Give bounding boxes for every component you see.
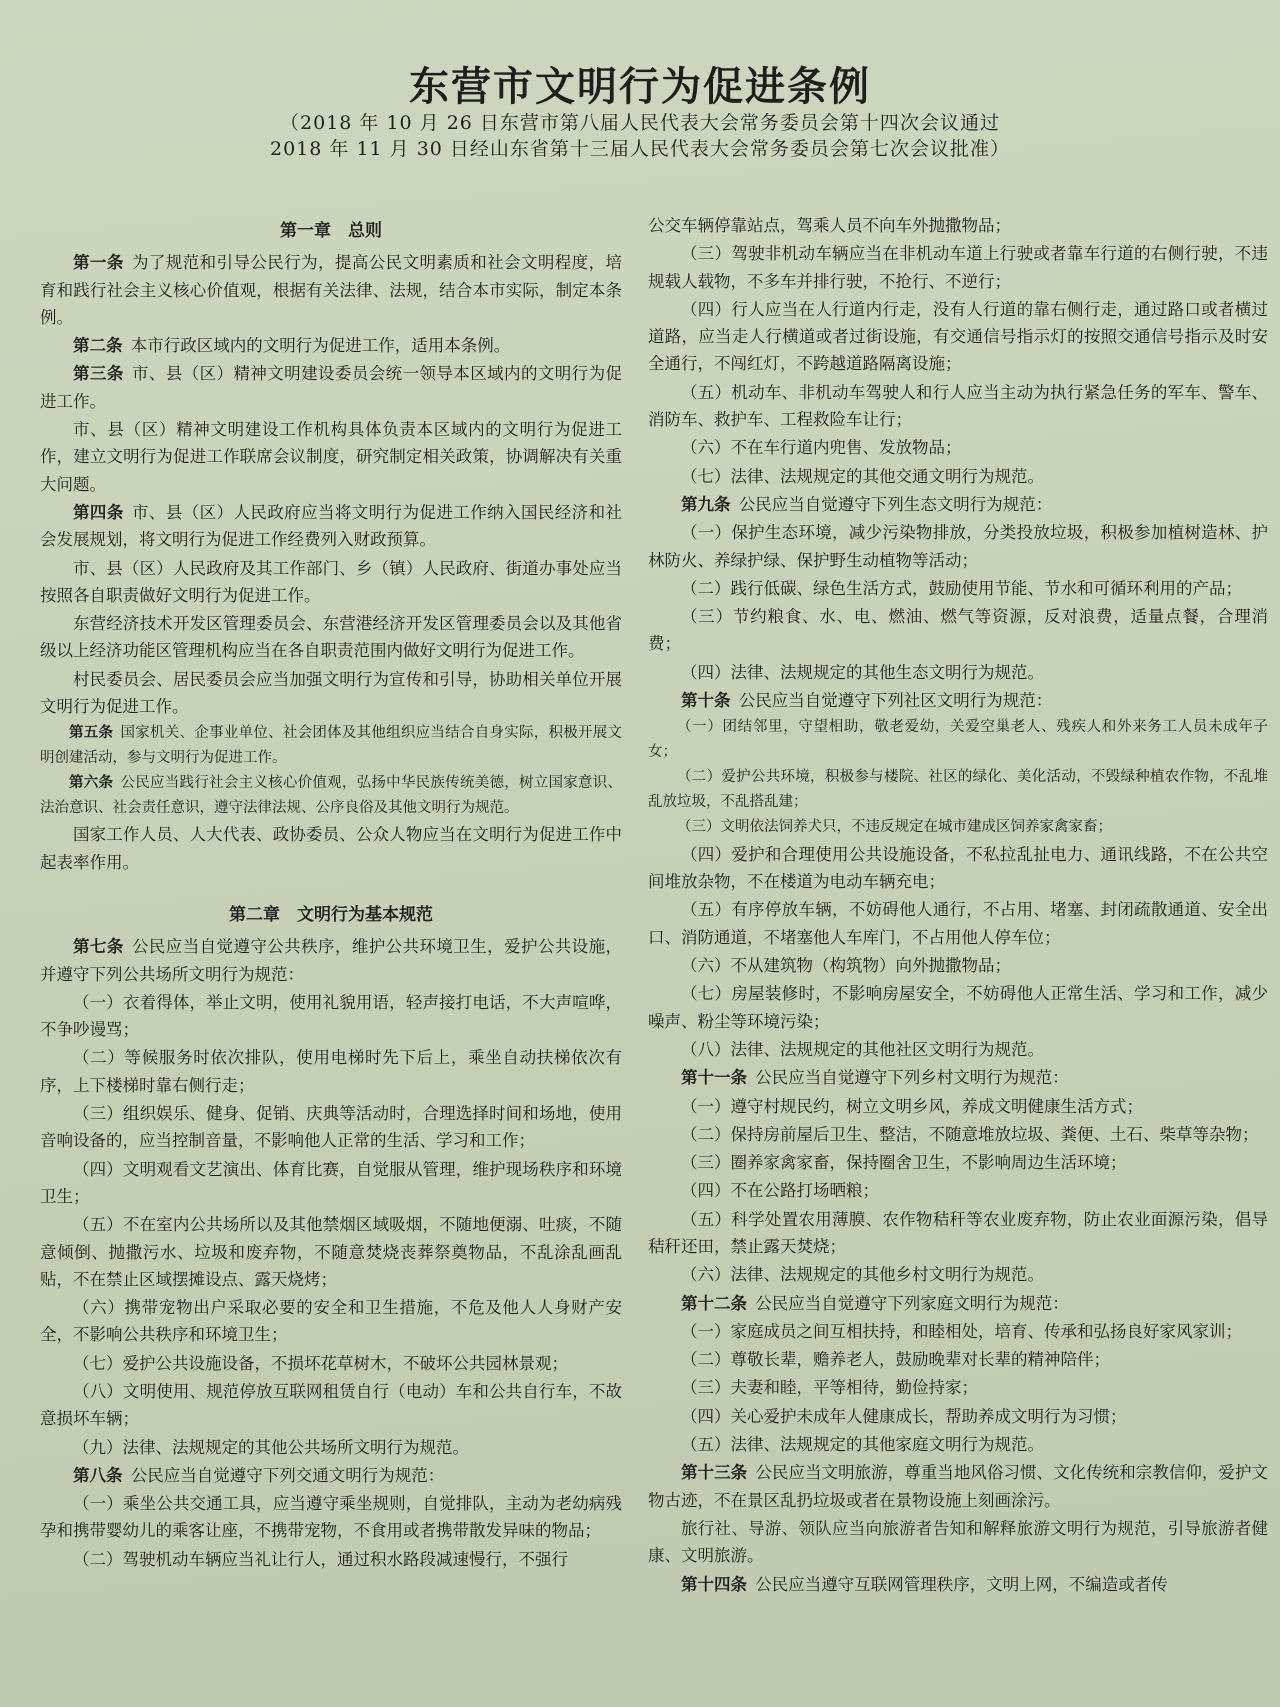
list-item: （三）文明依法饲养犬只，不违反规定在城市建成区饲养家禽家畜； <box>677 819 1112 836</box>
paragraph: 市、县（区）精神文明建设工作机构具体负责本区域内的文明行为促进工作，建立文明行为促进工作联席会议制度，研究制定相关政策，协调解决有关重大问题。 <box>40 420 622 494</box>
document-title: 东营市文明行为促进条例 <box>409 63 871 110</box>
subtitle-line-2: 2018 年 11 月 30 日经山东省第十三届人民代表大会常务委员会第七次会议批准） <box>270 138 1010 160</box>
article-11 <box>648 1064 1268 1091</box>
chapter-2-heading: 第二章 文明行为基本规范 <box>229 904 433 925</box>
list-item: （四）法律、法规规定的其他生态文明行为规范。 <box>681 662 1044 682</box>
article-13 <box>648 1459 1268 1514</box>
article-1 <box>40 249 622 331</box>
article-text: 公民应当文明旅游，尊重当地风俗习惯、文化传统和宗教信仰，爱护文物古迹，不在景区乱扔垃圾或者在景物设施上刻画涂污。 <box>648 1463 1269 1510</box>
article-text: 公民应当自觉遵守公共秩序，维护公共环境卫生，爱护公共设施，并遵守下列公共场所文明行为规范： <box>40 937 623 984</box>
article-text: 公民应当遵守互联网管理秩序，文明上网，不编造或者传 <box>755 1574 1168 1594</box>
list-item: （一）乘坐公共交通工具，应当遵守乘坐规则，自觉排队，主动为老幼病残孕和携带婴幼儿的乘客让座，不携带宠物，不食用或者携带散发异味的物品； <box>40 1494 622 1541</box>
article-text: 本市行政区域内的文明行为促进工作，适用本条例。 <box>130 336 511 356</box>
list-item: （二）践行低碳、绿色生活方式，鼓励使用节能、节水和可循环利用的产品； <box>681 578 1242 598</box>
article-label: 第十二条 <box>681 1293 747 1313</box>
list-item: （三）圈养家禽家畜，保持圈舍卫生，不影响周边生活环境； <box>681 1153 1127 1173</box>
article-4 <box>40 499 622 554</box>
list-item: （一）家庭成员之间互相扶持，和睦相处，培育、传承和弘扬良好家风家训； <box>681 1321 1242 1341</box>
paragraph: 公交车辆停靠站点，驾乘人员不向车外抛撒物品； <box>648 216 1011 235</box>
list-item: （一）衣着得体，举止文明，使用礼貌用语，轻声接打电话，不大声喧哗，不争吵谩骂； <box>40 992 622 1040</box>
list-item: （六）法律、法规规定的其他乡村文明行为规范。 <box>681 1265 1044 1285</box>
article-9 <box>648 491 1268 518</box>
article-label: 第四条 <box>73 502 124 522</box>
list-item: （四）爱护和合理使用公共设施设备，不私拉乱扯电力、通讯线路，不在公共空间堆放杂物，不在楼道为电动车辆充电； <box>648 844 1268 892</box>
list-item: （七）法律、法规规定的其他交通文明行为规范。 <box>681 466 1044 486</box>
article-text: 公民应当自觉遵守下列生态文明行为规范： <box>738 494 1053 514</box>
article-12 <box>648 1290 1268 1317</box>
list-item: （二）尊敬长辈，赡养老人，鼓励晚辈对长辈的精神陪伴； <box>681 1350 1110 1370</box>
paragraph: 旅行社、导游、领队应当向旅游者告知和解释旅游文明行为规范，引导旅游者健康、文明旅游。 <box>648 1518 1268 1566</box>
right-column <box>648 212 1268 1599</box>
article-label: 第十三条 <box>681 1463 748 1483</box>
article-14 <box>648 1571 1268 1598</box>
list-item: （五）不在室内公共场所以及其他禁烟区域吸烟，不随地便溺、吐痰，不随意倾倒、抛撒污水、垃圾和废弃物，不随意焚烧丧葬祭奠物品，不乱涂乱画乱贴，不在禁止区域摆摊设点、露天烧烤； <box>40 1215 622 1289</box>
article-5 <box>40 721 622 770</box>
paragraph: 国家工作人员、人大代表、政协委员、公众人物应当在文明行为促进工作中起表率作用。 <box>40 825 622 872</box>
article-10 <box>648 687 1268 714</box>
list-item: （二）驾驶机动车辆应当礼让行人，通过积水路段减速慢行，不强行 <box>73 1549 568 1569</box>
article-label: 第十一条 <box>681 1068 747 1088</box>
list-item: （一）团结邻里，守望相助，敬老爱幼，关爱空巢老人、残疾人和外来务工人员未成年子女； <box>648 719 1268 760</box>
list-item: （二）爱护公共环境，积极参与楼院、社区的绿化、美化活动，不毁绿种植农作物，不乱堆乱放垃圾，不乱搭乱建； <box>648 769 1268 810</box>
article-label: 第十条 <box>681 691 731 711</box>
list-item: （五）机动车、非机动车驾驶人和行人应当主动为执行紧急任务的军车、警车、消防车、救护车、工程救险车让行； <box>648 382 1268 430</box>
list-item: （四）关心爱护未成年人健康成长，帮助养成文明行为习惯； <box>681 1406 1127 1426</box>
article-8 <box>40 1462 622 1489</box>
article-label: 第十四条 <box>681 1574 747 1594</box>
list-item: （七）爱护公共设施设备，不损坏花草树木，不破坏公共园林景观； <box>73 1353 568 1373</box>
left-column <box>40 218 622 1574</box>
article-label: 第七条 <box>73 937 124 957</box>
list-item: （六）携带宠物出户采取必要的安全和卫生措施，不危及他人人身财产安全，不影响公共秩序和环境卫生； <box>40 1298 622 1345</box>
article-label: 第八条 <box>73 1465 123 1485</box>
list-item: （四）行人应当在人行道内行走，没有人行道的靠右侧行走，通过路口或者横过道路，应当走人行横道或者过街设施，有交通信号指示灯的按照交通信号指示及时安全通行，不闯红灯，不跨越道路隔离设施； <box>648 299 1268 374</box>
list-item: （八）法律、法规规定的其他社区文明行为规范。 <box>681 1039 1044 1059</box>
article-text: 公民应当自觉遵守下列家庭文明行为规范： <box>755 1293 1069 1313</box>
list-item: （七）房屋装修时，不影响房屋安全，不妨碍他人正常生活、学习和工作，减少噪声、粉尘等环境污染； <box>648 984 1268 1031</box>
list-item: （五）科学处置农用薄膜、农作物秸秆等农业废弃物，防止农业面源污染，倡导秸秆还田，禁止露天焚烧； <box>648 1209 1268 1256</box>
article-label: 第九条 <box>681 494 731 514</box>
list-item: （五）法律、法规规定的其他家庭文明行为规范。 <box>681 1435 1044 1455</box>
list-item: （三）节约粮食、水、电、燃油、燃气等资源，反对浪费，适量点餐，合理消费； <box>648 607 1268 654</box>
list-item: （二）保持房前屋后卫生、整洁，不随意堆放垃圾、粪便、土石、柴草等杂物； <box>681 1124 1259 1144</box>
list-item: （八）文明使用、规范停放互联网租赁自行（电动）车和公共自行车，不故意损坏车辆； <box>40 1381 622 1429</box>
article-2 <box>40 332 622 359</box>
list-item: （六）不从建筑物（构筑物）向外抛撒物品； <box>681 956 1011 976</box>
list-item: （六）不在车行道内兜售、发放物品； <box>681 438 962 458</box>
paragraph: 市、县（区）人民政府及其工作部门、乡（镇）人民政府、街道办事处应当按照各自职责做好文明行为促进工作。 <box>40 558 622 605</box>
article-text: 市、县（区）精神文明建设委员会统一领导本区域内的文明行为促进工作。 <box>40 364 623 411</box>
article-label: 第五条 <box>69 724 114 742</box>
article-label: 第六条 <box>69 774 114 792</box>
list-item: （二）等候服务时依次排队，使用电梯时先下后上，乘坐自动扶梯依次有序，上下楼梯时靠右侧行走； <box>40 1048 622 1095</box>
article-7 <box>40 933 622 988</box>
list-item: （五）有序停放车辆，不妨碍他人通行，不占用、堵塞、封闭疏散通道、安全出口、消防通道，不堵塞他人车库门，不占用他人停车位； <box>648 900 1268 947</box>
subtitle-line-1: （2018 年 10 月 26 日东营市第八届人民代表大会常务委员会第十四次会议通过 <box>280 112 1000 134</box>
list-item: （三）夫妻和睦，平等相待，勤俭持家； <box>681 1378 978 1398</box>
article-text: 国家机关、企事业单位、社会团体及其他组织应当结合自身实际，积极开展文明创建活动，参与文明行为促进工作。 <box>40 725 623 766</box>
article-text: 公民应当践行社会主义核心价值观，弘扬中华民族传统美德，树立国家意识、法治意识、社会责任意识，遵守法律法规、公序良俗及其他文明行为规范。 <box>40 775 623 816</box>
list-item: （四）文明观看文艺演出、体育比赛，自觉服从管理，维护现场秩序和环境卫生； <box>40 1159 622 1206</box>
list-item: （三）组织娱乐、健身、促销、庆典等活动时，合理选择时间和场地，使用音响设备的，应当控制音量，不影响他人正常的生活、学习和工作； <box>40 1104 622 1151</box>
article-text: 公民应当自觉遵守下列乡村文明行为规范： <box>755 1068 1069 1088</box>
list-item: （三）驾驶非机动车辆应当在非机动车道上行驶或者靠车行道的右侧行驶，不违规载人载物，不多车并排行驶，不抢行、不逆行； <box>648 244 1268 291</box>
paragraph: 村民委员会、居民委员会应当加强文明行为宣传和引导，协助相关单位开展文明行为促进工作。 <box>40 669 622 717</box>
article-text: 公民应当自觉遵守下列社区文明行为规范： <box>738 691 1053 711</box>
list-item: （四）不在公路打场晒粮； <box>681 1181 879 1201</box>
list-item: （九）法律、法规规定的其他公共场所文明行为规范。 <box>73 1437 469 1457</box>
article-label: 第三条 <box>73 364 124 384</box>
article-text: 公民应当自觉遵守下列交通文明行为规范： <box>130 1465 445 1485</box>
article-label: 第二条 <box>73 336 123 356</box>
article-3 <box>40 360 622 415</box>
article-text: 为了规范和引导公民行为，提高公民文明素质和社会文明程度，培育和践行社会主义核心价值观，根据有关法律、法规，结合本市实际，制定本条例。 <box>40 253 623 327</box>
chapter-1-heading: 第一章 总则 <box>280 221 382 241</box>
paragraph: 东营经济技术开发区管理委员会、东营港经济开发区管理委员会以及其他省级以上经济功能区管理机构应当在各自职责范围内做好文明行为促进工作。 <box>40 614 622 661</box>
list-item: （一）保护生态环境，减少污染物排放，分类投放垃圾，积极参加植树造林、护林防火、养绿护绿、保护野生动植物等活动； <box>648 523 1268 570</box>
list-item: （一）遵守村规民约，树立文明乡风，养成文明健康生活方式； <box>681 1096 1143 1116</box>
article-label: 第一条 <box>73 253 124 273</box>
article-text: 市、县（区）人民政府应当将文明行为促进工作纳入国民经济和社会发展规划，将文明行为促进工作经费列入财政预算。 <box>40 502 623 550</box>
article-6 <box>40 771 622 820</box>
